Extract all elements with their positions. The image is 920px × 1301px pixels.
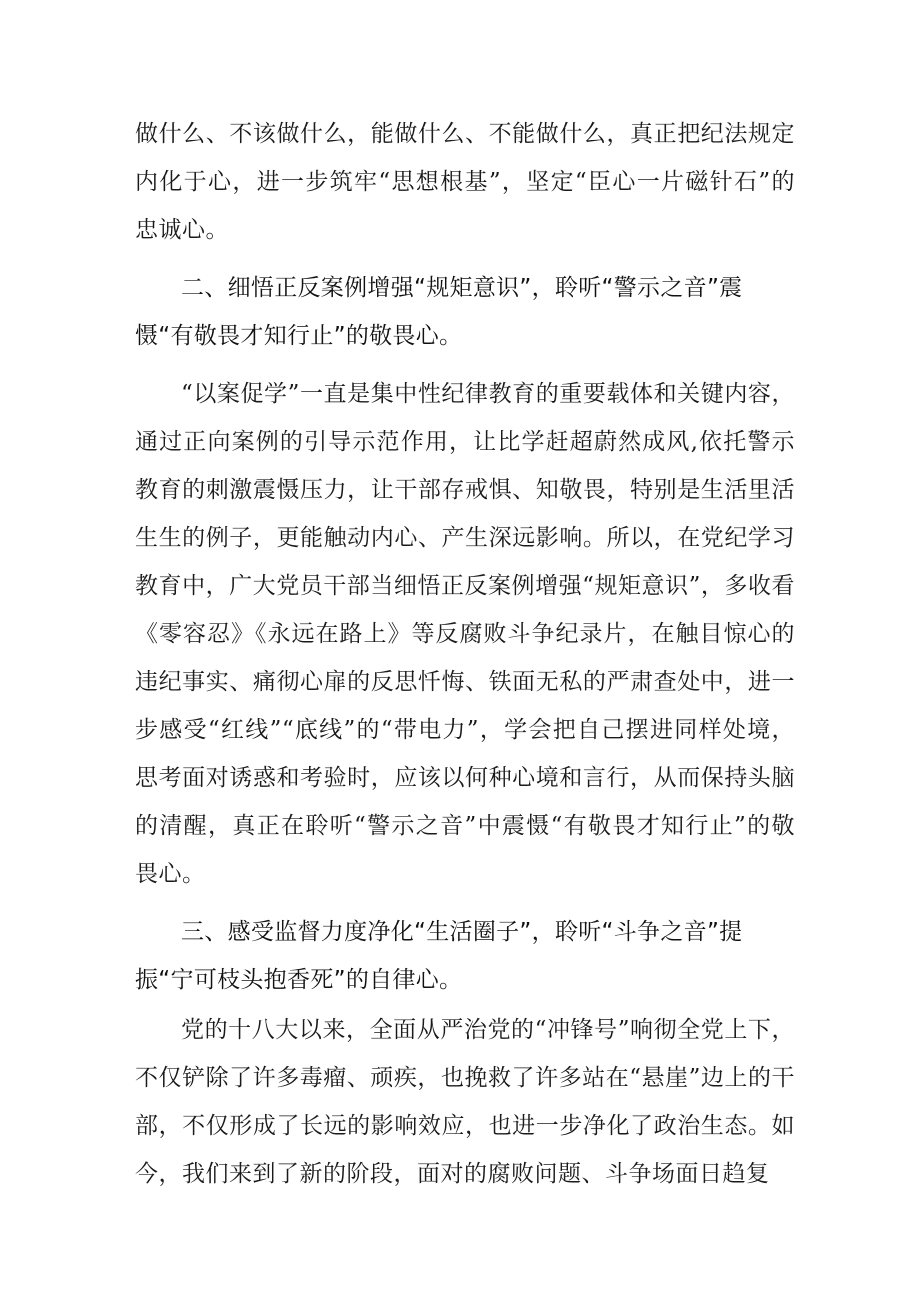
paragraph-continuation: 做什么、不该做什么，能做什么、不能做什么，真正把纪法规定内化于心，进一步筑牢“思想根基”，坚定“臣心一片磁针石”的忠诚心。 [135,121,795,243]
section-heading-3: 三、感受监督力度净化“生活圈子”，聆听“斗争之音”提振“宁可枝头抱香死”的自律心。 [135,919,743,993]
section-heading-2: 二、细悟正反案例增强“规矩意识”，聆听“警示之音”震慑“有敬畏才知行止”的敬畏心。 [135,275,743,349]
paragraph-section-3: 党的十八大以来，全面从严治党的“冲锋号”响彻全党上下，不仅铲除了许多毒瘤、顽疾，也挽救了许多站在“悬崖”边上的干部，不仅形成了长远的影响效应，也进一步净化了政治生态。如今，我们来到了新的阶段，面对的腐败问题、斗争场面日趋复 [135,1017,795,1187]
paragraph-section-2: “以案促学”一直是集中性纪律教育的重要载体和关键内容，通过正向案例的引导示范作用，让比学赶超蔚然成风,依托警示教育的刺激震慑压力，让干部存戒惧、知敬畏，特别是生活里活生生的例子，更能触动内心、产生深远影响。所以，在党纪学习教育中，广大党员干部当细悟正反案例增强“规矩意识”，多收看《零容忍》《永远在路上》等反腐败斗争纪录片，在触目惊心的违纪事实、痛彻心扉的反思忏悔、铁面无私的严肃查处中，进一步感受“红线”“底线”的“带电力”，学会把自己摆进同样处境，思考面对诱惑和考验时，应该以何种心境和言行，从而保持头脑的清醒，真正在聆听“警示之音”中震慑“有敬畏才知行止”的敬畏心。 [135,381,795,887]
document-body [135,110,795,1198]
